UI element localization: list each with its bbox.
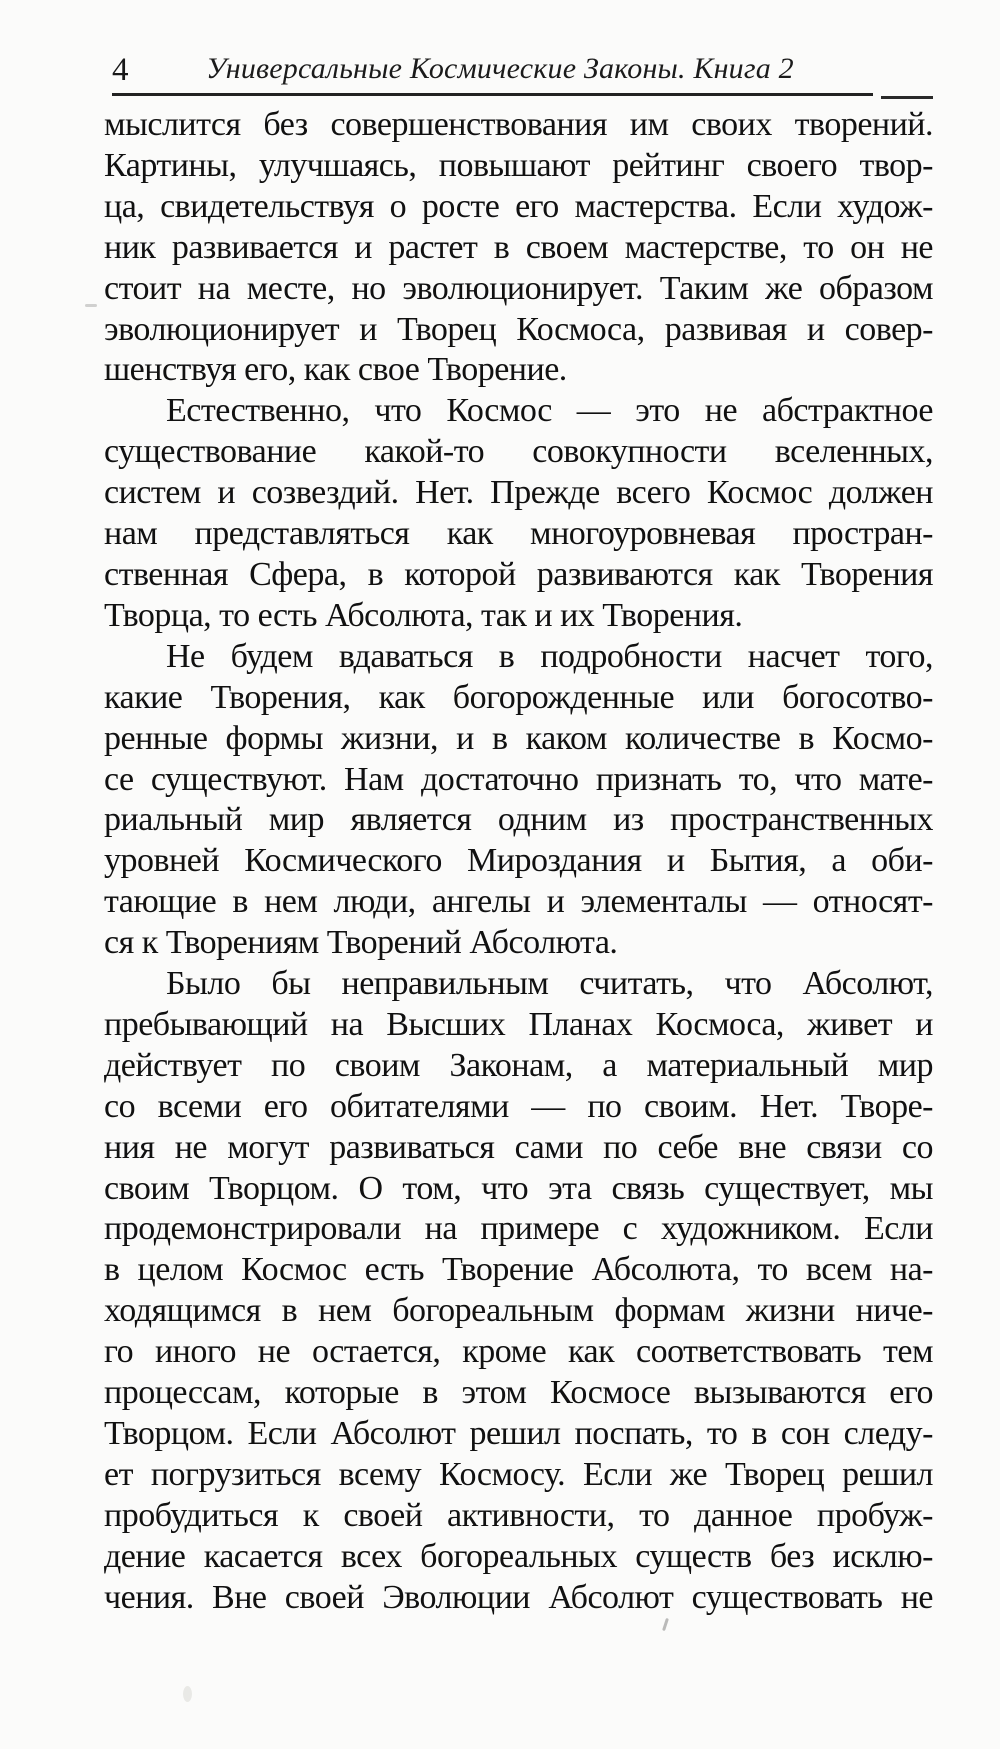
text-line: нам представляться как многоуровневая простран-: [104, 515, 933, 553]
text-line: систем и созвездий. Нет. Прежде всего Космос должен: [104, 474, 933, 512]
text-line: эволюционирует и Творец Космоса, развивая и совер-: [104, 310, 933, 348]
text-line: дение касается всех богореальных существ без исклю-: [104, 1537, 933, 1575]
text-line: Картины, улучшаясь, повышают рейтинг своего твор-: [104, 146, 933, 184]
text-line: ственная Сфера, в которой развиваются как Творения: [104, 555, 933, 593]
text-line: се существуют. Нам достаточно признать то, что мате-: [104, 760, 933, 798]
scan-artifact-dash: [85, 304, 97, 307]
paragraph: [104, 391, 933, 636]
text-line: своим Творцом. О том, что эта связь существует, мы: [104, 1169, 933, 1207]
text-line: процессам, которые в этом Космосе вызываются его: [104, 1374, 933, 1412]
running-header: [0, 52, 1000, 92]
text-line: го иного не остается, кроме как соответствовать тем: [104, 1333, 933, 1371]
text-line: действует по своим Законам, а материальный мир: [104, 1046, 933, 1084]
text-line: стоит на месте, но эволюционирует. Таким же образом: [104, 269, 933, 307]
text-line: тающие в нем люди, ангелы и элементалы — относят-: [104, 883, 933, 921]
text-line: ет погрузиться всему Космосу. Если же Творец решил: [104, 1455, 933, 1493]
text-line: ренные формы жизни, и в каком количестве в Космо-: [104, 719, 933, 757]
text-line: ходящимся в нем богореальным формам жизни ниче-: [104, 1292, 933, 1330]
paragraph: [104, 964, 933, 1619]
scan-artifact-tick: [662, 1618, 669, 1631]
header-rule-fragment: [881, 96, 933, 99]
text-line: ся к Творениям Творений Абсолюта.: [104, 924, 618, 962]
page-number: 4: [112, 52, 129, 88]
text-line: продемонстрировали на примере с художником. Если: [104, 1210, 933, 1248]
text-line: Творцом. Если Абсолют решил поспать, то в сон следу-: [104, 1415, 933, 1452]
text-line: шенствуя его, как свое Творение.: [104, 351, 567, 389]
text-line: уровней Космического Мироздания и Бытия, а оби-: [104, 842, 933, 880]
text-line: ник развивается и растет в своем мастерстве, то он не: [104, 228, 933, 266]
text-line: мыслится без совершенствования им своих творений.: [104, 106, 933, 143]
text-line: пребывающий на Высших Планах Космоса, живет и: [104, 1005, 933, 1043]
text-line: какие Творения, как богорожденные или богосотво-: [104, 678, 933, 716]
text-line: Творца, то есть Абсолюта, так и их Творения.: [104, 596, 743, 634]
header-rule: [112, 93, 873, 96]
text-line: пробудиться к своей активности, то данное пробуж-: [104, 1496, 933, 1534]
text-line: в целом Космос есть Творение Абсолюта, то всем на-: [104, 1251, 933, 1289]
page-body: [104, 105, 933, 1619]
paragraph: [104, 637, 933, 964]
text-line: ния не могут развиваться сами по себе вне связи со: [104, 1128, 933, 1166]
text-line: ца, свидетельствуя о росте его мастерства. Если худож-: [104, 187, 933, 225]
text-line: Естественно, что Космос — это не абстрактное: [166, 392, 933, 430]
text-line: Было бы неправильным считать, что Абсолют,: [166, 965, 933, 1003]
text-line: Не будем вдаваться в подробности насчет того,: [166, 637, 933, 675]
text-line: со всеми его обитателями — по своим. Нет. Творе-: [104, 1087, 933, 1125]
text-line: чения. Вне своей Эволюции Абсолют существовать не: [104, 1578, 933, 1616]
text-line: существование какой-то совокупности вселенных,: [104, 433, 933, 471]
running-title: Универсальные Космические Законы. Книга 2: [206, 52, 794, 85]
paragraph: [104, 105, 933, 391]
text-line: риальный мир является одним из пространственных: [104, 801, 933, 839]
scan-artifact-smudge: [183, 1686, 192, 1702]
